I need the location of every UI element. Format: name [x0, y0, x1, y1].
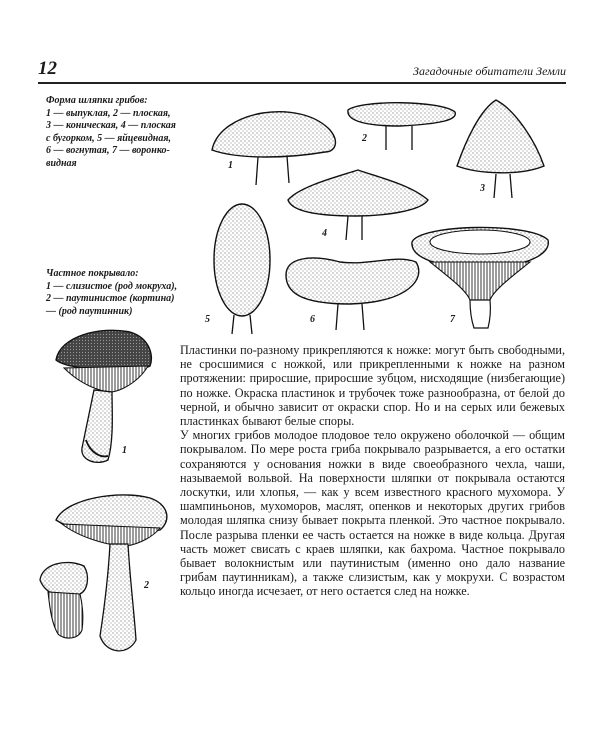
- caption-title: Форма шляпки грибов:: [46, 95, 148, 106]
- caption-line: 3 — коническая, 4 — плоская: [46, 120, 176, 131]
- cap-shape-funnel: [412, 227, 548, 328]
- veil-figure-slimy: [56, 330, 151, 462]
- running-title: Загадочные обитатели Земли: [413, 64, 566, 78]
- fig-label-shape: 2: [362, 133, 367, 144]
- caption-line: 6 — вогнутая, 7 — воронко-: [46, 145, 170, 156]
- cap-shape-concave: [286, 258, 419, 330]
- cap-shape-conical: [457, 100, 544, 198]
- cap-shape-ovoid: [214, 204, 270, 334]
- cap-shape-convex: [212, 112, 335, 185]
- page-number: 12: [38, 58, 57, 79]
- fig-label-shape: 6: [310, 314, 315, 325]
- fig-label-shape: 5: [205, 314, 210, 325]
- caption-line: 1 — выпуклая, 2 — плоская,: [46, 107, 171, 119]
- caption-title: Частное покрывало:: [46, 268, 139, 279]
- veil-figure-cobweb: [40, 495, 167, 651]
- fig-label-veil: 2: [144, 580, 149, 591]
- body-text: [180, 343, 565, 599]
- cap-shape-umbonate: [288, 170, 428, 240]
- caption-line: видная: [46, 157, 77, 169]
- caption-line: 2 — паутинистое (кортина): [46, 293, 175, 304]
- caption-line: 1 — слизистое (род мокруха),: [46, 280, 178, 292]
- paragraph: У многих грибов молодое плодовое тело окружено оболочкой — общим покрывалом. По мере роста гриба покрывало разрывается, а его остатки сохраняются у основания ножки в виде своеобразного чехла, чаши, называемой вольвой. На поверхности шляпки от покрывала остаются лоскутки, или хлопья, — как у всем известного красного мухомора. У шампиньонов, мухоморов, маслят, опенков и некоторых других грибов молодая шляпка снизу бывает покрыта пленкой. Это частное покрывало. После разрыва пленки ее часть остается на ножке в виде кольца. Другая часть может свисать с краев шляпки, как бахрома. Частное покрывало бывает волокнистым или паутинистым (именно оно дало название грибам паутинникам), а также слизистым, как у мокрухи. С возрастом кольцо иногда исчезает, от него остается след на ножке.: [180, 428, 565, 599]
- fig-label-shape: 7: [450, 314, 455, 325]
- caption-line: — (род паутинник): [46, 305, 133, 317]
- fig-label-veil: 1: [122, 445, 127, 456]
- fig-label-shape: 1: [228, 160, 233, 171]
- paragraph: Пластинки по-разному прикрепляются к ножке: могут быть свободными, не сросшимися с ножкой, или прикрепленными к ножке на разном протяжении: приросшие, приросшие зубцом, нисходящие (низбегающие) по ножке. Окраска пластинок и трубочек тоже разнообразна, от белой до черной, и обычно зависит от окраски спор. Но и на серых или бежевых пластинках бывают белые споры.: [180, 343, 565, 429]
- caption-line: с бугорком, 5 — яйцевидная,: [46, 132, 171, 144]
- fig-label-shape: 4: [322, 228, 327, 239]
- fig-label-shape: 3: [480, 183, 485, 194]
